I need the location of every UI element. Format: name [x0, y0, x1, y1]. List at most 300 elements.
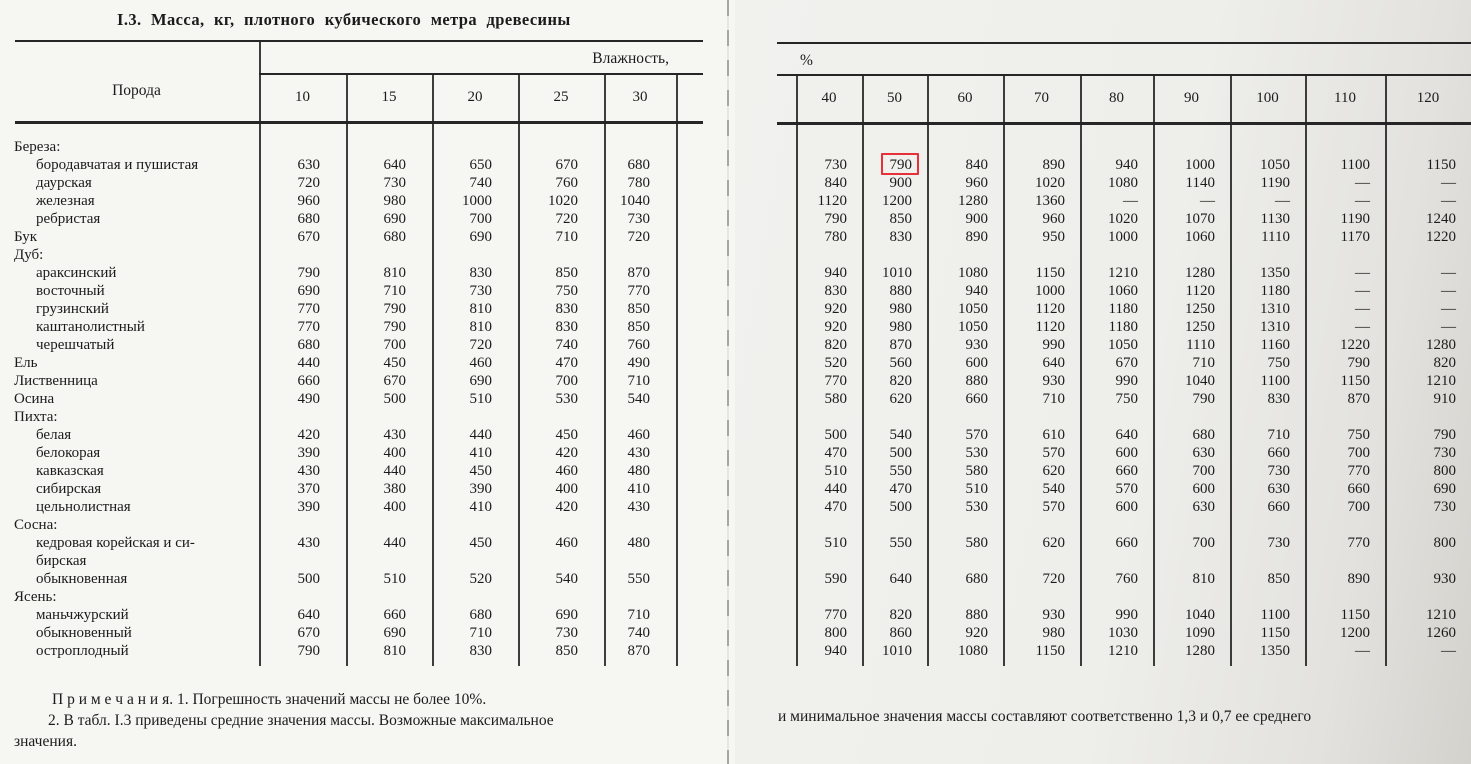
mass-value-cell: 780	[824, 229, 847, 245]
mass-value-cell	[1385, 588, 1471, 606]
mass-value-cell: 1240	[1426, 211, 1456, 227]
left-table-top-rule	[15, 40, 703, 42]
mass-value-cell: 710	[1042, 391, 1065, 407]
table-row	[796, 444, 1471, 462]
mass-value-cell	[796, 408, 862, 426]
mass-value-cell	[1080, 516, 1153, 534]
table-title: I.3. Масса, кг, плотного кубического метра древесины	[117, 10, 571, 29]
mass-value-cell: 830	[1267, 391, 1290, 407]
mass-value-cell: 430	[297, 463, 320, 479]
mass-value-cell	[346, 588, 432, 606]
mass-value-cell: 700	[1347, 499, 1370, 515]
mass-value-cell: 880	[965, 607, 988, 623]
species-cell: белая	[36, 427, 72, 443]
mass-value-cell: 710	[555, 229, 578, 245]
mass-value-cell: 880	[965, 373, 988, 389]
mass-value-cell: 590	[824, 571, 847, 587]
table-row	[796, 426, 1471, 444]
right-table-sub-rule	[777, 74, 1471, 76]
note-right-line: и минимальное значения массы составляют соответственно 1,3 и 0,7 ее среднего	[778, 708, 1312, 725]
species-cell: Ель	[14, 355, 38, 371]
mass-value-cell: 640	[297, 607, 320, 623]
mass-value-cell: 520	[824, 355, 847, 371]
humidity-col-header: 40	[821, 90, 837, 106]
species-cell: Дуб:	[14, 247, 44, 263]
mass-value-cell: 1350	[1260, 265, 1290, 281]
table-row	[14, 606, 676, 624]
mass-value-cell: 750	[1267, 355, 1290, 371]
mass-value-cell	[927, 552, 1003, 570]
mass-value-cell: 730	[1267, 535, 1290, 551]
mass-value-cell: 1110	[1261, 229, 1290, 245]
species-cell: араксинский	[36, 265, 117, 281]
mass-value-cell: 510	[383, 571, 406, 587]
note-line-2: 2. В табл. I.3 приведены средние значения массы. Возможные максимальное	[48, 712, 554, 729]
species-cell: бородавчатая и пушистая	[36, 157, 199, 173]
table-row	[796, 282, 1471, 300]
table-row	[14, 372, 676, 390]
mass-value-cell: 650	[469, 157, 492, 173]
mass-value-cell	[927, 408, 1003, 426]
mass-value-cell	[1230, 516, 1305, 534]
mass-value-cell	[346, 408, 432, 426]
table-row	[796, 264, 1471, 282]
mass-value-cell	[1385, 408, 1471, 426]
mass-value-cell: 790	[383, 319, 406, 335]
mass-value-cell: —	[1441, 175, 1456, 191]
mass-value-cell: 450	[555, 427, 578, 443]
mass-value-cell: 880	[889, 283, 912, 299]
table-row	[796, 552, 1471, 570]
mass-value-cell: —	[1441, 301, 1456, 317]
mass-value-cell	[1153, 246, 1230, 264]
mass-value-cell: 760	[555, 175, 578, 191]
mass-value-cell: 1250	[1185, 301, 1215, 317]
mass-value-cell	[518, 588, 604, 606]
mass-value-cell: 870	[889, 337, 912, 353]
humidity-col-header: 110	[1334, 90, 1356, 106]
mass-value-cell: —	[1355, 283, 1370, 299]
mass-value-cell: 400	[383, 499, 406, 515]
mass-value-cell: —	[1200, 193, 1215, 209]
humidity-col-header: 70	[1034, 90, 1049, 106]
mass-value-cell: 1060	[1108, 283, 1138, 299]
mass-value-cell	[796, 516, 862, 534]
mass-value-cell: 1000	[1185, 157, 1215, 173]
table-row	[14, 534, 676, 552]
mass-value-cell: 980	[383, 193, 406, 209]
mass-value-cell: 770	[627, 283, 650, 299]
table-row	[796, 318, 1471, 336]
mass-value-cell: 1280	[1426, 337, 1456, 353]
mass-value-cell	[518, 552, 604, 570]
mass-value-cell	[1153, 408, 1230, 426]
mass-value-cell: 440	[297, 355, 320, 371]
mass-value-cell: 500	[889, 499, 912, 515]
mass-value-cell: 750	[1115, 391, 1138, 407]
mass-value-cell: 1180	[1260, 283, 1290, 299]
mass-value-cell: —	[1441, 193, 1456, 209]
mass-value-cell: 1190	[1340, 211, 1370, 227]
mass-value-cell: 660	[1115, 463, 1138, 479]
mass-value-cell: 380	[383, 481, 406, 497]
mass-value-cell: 800	[1433, 463, 1456, 479]
table-row	[14, 192, 676, 210]
mass-value-cell	[1153, 588, 1230, 606]
mass-value-cell: 470	[824, 499, 847, 515]
mass-value-cell: 960	[297, 193, 320, 209]
species-cell: каштанолистный	[36, 319, 145, 335]
mass-value-cell: 690	[383, 211, 406, 227]
mass-value-cell: 440	[469, 427, 492, 443]
mass-value-cell: 730	[1267, 463, 1290, 479]
mass-value-cell: 720	[627, 229, 650, 245]
mass-value-cell: 1150	[1340, 373, 1370, 389]
mass-value-cell: 640	[1115, 427, 1138, 443]
mass-value-cell: 860	[889, 625, 912, 641]
mass-value-cell	[1003, 246, 1080, 264]
mass-value-cell: 830	[824, 283, 847, 299]
mass-value-cell: 870	[627, 265, 650, 281]
mass-value-cell: 940	[1115, 157, 1138, 173]
table-row	[796, 390, 1471, 408]
left-table-sub-rule	[259, 73, 703, 75]
mass-value-cell	[1385, 516, 1471, 534]
mass-value-cell: 620	[889, 391, 912, 407]
percent-header: %	[800, 52, 813, 69]
mass-value-cell: 930	[1433, 571, 1456, 587]
mass-value-cell: 470	[889, 481, 912, 497]
mass-value-cell: 1310	[1260, 301, 1290, 317]
mass-value-cell: 540	[1042, 481, 1065, 497]
mass-value-cell	[346, 516, 432, 534]
table-row	[14, 264, 676, 282]
mass-value-cell: 630	[297, 157, 320, 173]
mass-value-cell: —	[1355, 265, 1370, 281]
mass-value-cell	[1230, 138, 1305, 156]
mass-value-cell: 1250	[1185, 319, 1215, 335]
mass-value-cell: 690	[383, 625, 406, 641]
mass-value-cell: 700	[1192, 535, 1215, 551]
mass-value-cell: 690	[297, 283, 320, 299]
mass-value-cell	[259, 588, 346, 606]
mass-value-cell: 770	[297, 319, 320, 335]
mass-value-cell	[1385, 246, 1471, 264]
mass-value-cell: 570	[965, 427, 988, 443]
mass-value-cell: 1010	[882, 643, 912, 659]
mass-value-cell: 410	[627, 481, 650, 497]
mass-value-cell: 1190	[1260, 175, 1290, 191]
mass-value-cell: 920	[824, 301, 847, 317]
species-cell: черешчатый	[36, 337, 115, 353]
mass-value-cell: 910	[1433, 391, 1456, 407]
species-cell: обыкновенный	[36, 625, 132, 641]
mass-value-cell: 1040	[1185, 373, 1215, 389]
mass-value-cell: 850	[1267, 571, 1290, 587]
mass-value-cell: 1000	[462, 193, 492, 209]
mass-value-cell: 680	[1192, 427, 1215, 443]
right-table-head-rule	[777, 122, 1471, 125]
mass-value-cell: 1050	[958, 319, 988, 335]
mass-value-cell: 410	[469, 445, 492, 461]
mass-value-cell: 560	[889, 355, 912, 371]
mass-value-cell: 1160	[1260, 337, 1290, 353]
table-row	[796, 534, 1471, 552]
mass-value-cell: 470	[824, 445, 847, 461]
mass-value-cell: 1080	[958, 265, 988, 281]
mass-value-cell	[862, 156, 927, 174]
note-line-1: П р и м е ч а н и я. 1. Погрешность значений массы не более 10%.	[52, 691, 487, 708]
mass-value-cell: 400	[383, 445, 406, 461]
table-row	[14, 642, 676, 660]
mass-value-cell: 580	[965, 463, 988, 479]
mass-value-cell: 890	[965, 229, 988, 245]
mass-value-cell: 1120	[1185, 283, 1215, 299]
mass-value-cell: 1040	[620, 193, 650, 209]
mass-value-cell: 670	[555, 157, 578, 173]
mass-value-cell: 730	[1433, 499, 1456, 515]
humidity-col-header: 100	[1256, 90, 1279, 106]
mass-value-cell	[1305, 138, 1385, 156]
right-table-body	[796, 138, 1471, 660]
mass-value-cell: 390	[297, 499, 320, 515]
table-row	[14, 462, 676, 480]
mass-value-cell	[259, 552, 346, 570]
table-row	[796, 624, 1471, 642]
mass-value-cell: 820	[824, 337, 847, 353]
mass-value-cell: 810	[469, 319, 492, 335]
table-row	[796, 480, 1471, 498]
mass-value-cell: 830	[889, 229, 912, 245]
table-row	[796, 192, 1471, 210]
mass-value-cell: —	[1441, 643, 1456, 659]
mass-value-cell: 960	[1042, 211, 1065, 227]
mass-value-cell: 550	[889, 535, 912, 551]
mass-value-cell: 430	[627, 445, 650, 461]
mass-value-cell	[1153, 138, 1230, 156]
species-cell: кавказская	[36, 463, 104, 479]
mass-value-cell	[927, 516, 1003, 534]
mass-value-cell: 810	[469, 301, 492, 317]
mass-value-cell: 600	[1115, 499, 1138, 515]
species-cell: сибирская	[36, 481, 102, 497]
mass-value-cell: 790	[297, 265, 320, 281]
table-row	[14, 390, 676, 408]
humidity-col-header: 25	[553, 89, 569, 105]
left-column-headers	[259, 89, 676, 106]
mass-value-cell: —	[1355, 301, 1370, 317]
mass-value-cell: 1050	[1108, 337, 1138, 353]
mass-value-cell: 510	[469, 391, 492, 407]
mass-value-cell	[1230, 552, 1305, 570]
mass-value-cell: 1150	[1426, 157, 1456, 173]
mass-value-cell: 390	[297, 445, 320, 461]
mass-value-cell: 540	[627, 391, 650, 407]
mass-value-cell	[862, 516, 927, 534]
table-row	[796, 210, 1471, 228]
mass-value-cell: 1150	[1035, 643, 1065, 659]
mass-value-cell: 410	[469, 499, 492, 515]
mass-value-cell	[518, 516, 604, 534]
humidity-col-header: 120	[1416, 90, 1440, 106]
mass-value-cell: 500	[297, 571, 320, 587]
mass-value-cell: 450	[469, 463, 492, 479]
mass-value-cell: 1180	[1108, 319, 1138, 335]
mass-value-cell	[1230, 408, 1305, 426]
mass-value-cell	[1385, 138, 1471, 156]
humidity-header: Влажность,	[592, 50, 669, 67]
mass-value-cell: 700	[469, 211, 492, 227]
table-row	[14, 156, 676, 174]
mass-value-cell: 1050	[958, 301, 988, 317]
table-row	[14, 336, 676, 354]
mass-value-cell: 610	[1042, 427, 1065, 443]
mass-value-cell: 540	[889, 427, 912, 443]
mass-value-cell: 670	[297, 229, 320, 245]
mass-value-cell: 690	[469, 373, 492, 389]
table-row	[796, 174, 1471, 192]
mass-value-cell: 870	[627, 643, 650, 659]
mass-value-cell	[432, 246, 518, 264]
mass-value-cell: 890	[1347, 571, 1370, 587]
mass-value-cell: 420	[297, 427, 320, 443]
species-cell: Береза:	[14, 139, 61, 155]
mass-value-cell: 480	[627, 463, 650, 479]
mass-value-cell: 630	[1192, 445, 1215, 461]
mass-value-cell: 600	[1192, 481, 1215, 497]
table-row	[796, 606, 1471, 624]
mass-value-cell: 640	[1042, 355, 1065, 371]
mass-value-cell: 750	[1347, 427, 1370, 443]
mass-value-cell	[796, 552, 862, 570]
mass-value-cell: 440	[383, 535, 406, 551]
mass-value-cell	[1305, 588, 1385, 606]
mass-value-cell	[518, 246, 604, 264]
mass-value-cell: —	[1123, 193, 1138, 209]
mass-value-cell	[862, 246, 927, 264]
mass-value-cell: 1200	[1340, 625, 1370, 641]
mass-value-cell	[259, 138, 346, 156]
mass-value-cell: 850	[627, 301, 650, 317]
mass-value-cell: 790	[1192, 391, 1215, 407]
species-cell: ребристая	[36, 211, 101, 227]
mass-value-cell: 1210	[1108, 265, 1138, 281]
species-cell: восточный	[36, 283, 105, 299]
mass-value-cell: 690	[469, 229, 492, 245]
mass-value-cell: 440	[383, 463, 406, 479]
mass-value-cell: 1200	[882, 193, 912, 209]
mass-value-cell: 780	[627, 175, 650, 191]
mass-value-cell: 730	[383, 175, 406, 191]
humidity-col-header: 80	[1109, 90, 1124, 106]
mass-value-cell: 1210	[1426, 373, 1456, 389]
mass-value-cell	[1153, 516, 1230, 534]
mass-value-cell: 470	[555, 355, 578, 371]
mass-value-cell: 710	[1192, 355, 1215, 371]
mass-value-cell: 920	[824, 319, 847, 335]
mass-value-cell: 430	[627, 499, 650, 515]
mass-value-cell	[1230, 588, 1305, 606]
mass-value-cell: 660	[383, 607, 406, 623]
mass-value-cell: 790	[297, 643, 320, 659]
table-row	[796, 516, 1471, 534]
mass-value-cell: —	[1441, 319, 1456, 335]
species-cell: Лиственница	[14, 373, 98, 389]
mass-value-cell	[927, 138, 1003, 156]
mass-value-cell: 490	[627, 355, 650, 371]
mass-value-cell	[796, 588, 862, 606]
mass-value-cell	[1003, 588, 1080, 606]
mass-value-cell: 900	[889, 175, 912, 191]
mass-value-cell	[604, 246, 676, 264]
table-row	[14, 282, 676, 300]
mass-value-cell: —	[1441, 265, 1456, 281]
mass-value-cell: 920	[965, 625, 988, 641]
table-row	[14, 552, 676, 570]
mass-value-cell: 1000	[1035, 283, 1065, 299]
mass-value-cell: 940	[965, 283, 988, 299]
mass-value-cell: 700	[1347, 445, 1370, 461]
mass-value-cell: 740	[627, 625, 650, 641]
mass-value-cell: 550	[889, 463, 912, 479]
mass-value-cell: 1110	[1186, 337, 1215, 353]
mass-value-cell: 1280	[958, 193, 988, 209]
mass-value-cell: 830	[555, 319, 578, 335]
mass-value-cell: 730	[555, 625, 578, 641]
table-row	[796, 588, 1471, 606]
mass-value-cell: 660	[1115, 535, 1138, 551]
mass-value-cell: 770	[297, 301, 320, 317]
mass-value-cell	[432, 408, 518, 426]
mass-value-cell: 460	[469, 355, 492, 371]
mass-value-cell: 1130	[1260, 211, 1290, 227]
mass-value-cell: 680	[383, 229, 406, 245]
mass-value-cell	[796, 138, 862, 156]
mass-value-cell: 820	[1433, 355, 1456, 371]
left-table-head-rule	[15, 121, 703, 124]
mass-value-cell: 530	[965, 499, 988, 515]
mass-value-cell: 580	[965, 535, 988, 551]
mass-value-cell	[432, 516, 518, 534]
mass-value-cell: 630	[1267, 481, 1290, 497]
mass-value-cell: 710	[627, 373, 650, 389]
mass-value-cell: 760	[1115, 571, 1138, 587]
table-row	[14, 246, 676, 264]
mass-value-cell: 710	[1267, 427, 1290, 443]
mass-value-cell: —	[1355, 643, 1370, 659]
mass-value-cell	[432, 138, 518, 156]
mass-value-cell: 1220	[1426, 229, 1456, 245]
mass-value-cell	[1080, 588, 1153, 606]
mass-value-cell	[862, 552, 927, 570]
species-cell: Ясень:	[14, 589, 57, 605]
mass-value-cell: 510	[824, 463, 847, 479]
humidity-col-header: 15	[381, 89, 397, 105]
species-cell: железная	[36, 193, 95, 209]
mass-value-cell: 770	[1347, 535, 1370, 551]
species-cell: цельнолистная	[36, 499, 131, 515]
mass-value-cell: 850	[555, 265, 578, 281]
mass-value-cell	[604, 408, 676, 426]
mass-value-cell: 700	[383, 337, 406, 353]
mass-value-cell: 1090	[1185, 625, 1215, 641]
mass-value-cell	[432, 552, 518, 570]
mass-value-cell: 570	[1042, 499, 1065, 515]
mass-value-cell: 810	[1192, 571, 1215, 587]
mass-value-cell: 1170	[1340, 229, 1370, 245]
mass-value-cell	[432, 588, 518, 606]
page-gutter-line	[727, 0, 729, 764]
